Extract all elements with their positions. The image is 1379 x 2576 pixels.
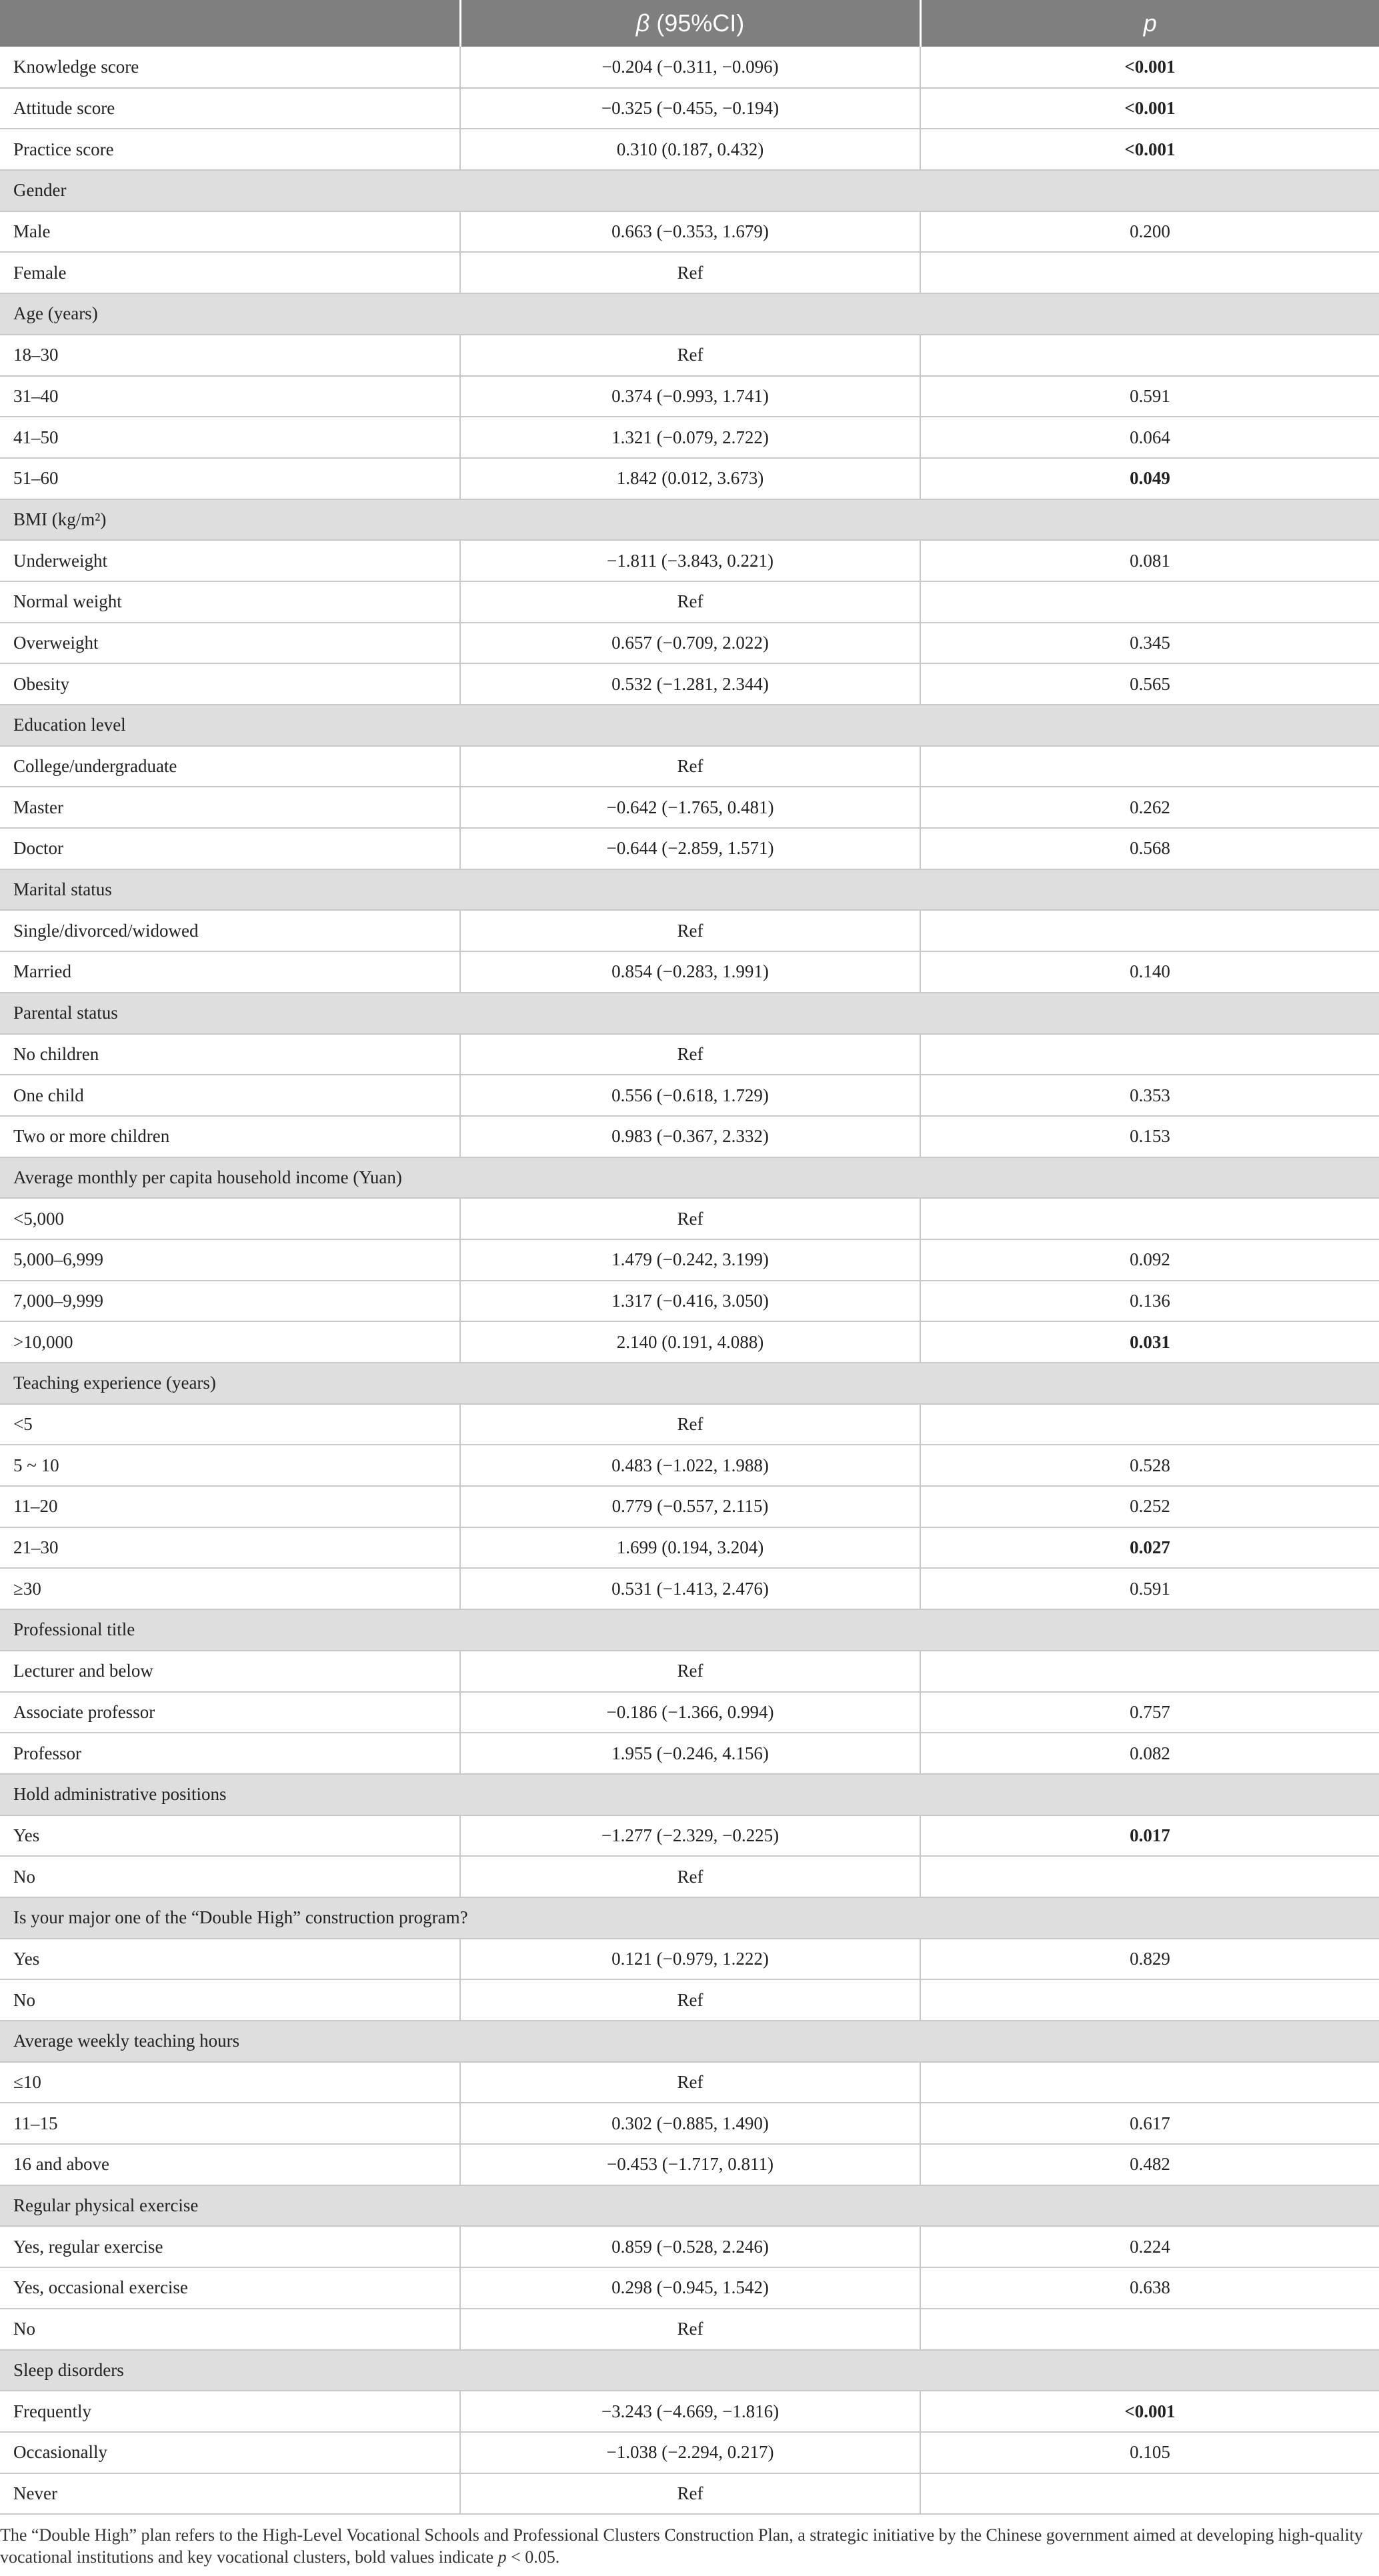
p-value: 0.082 bbox=[920, 1733, 1379, 1774]
variable-label: Never bbox=[0, 2473, 460, 2515]
group-header-row bbox=[0, 869, 1379, 911]
p-value bbox=[920, 1856, 1379, 1897]
p-value: 0.262 bbox=[920, 787, 1379, 828]
p-value: 0.757 bbox=[920, 1692, 1379, 1733]
beta-ci-value: 0.310 (0.187, 0.432) bbox=[460, 129, 920, 170]
footnote-threshold: < 0.05. bbox=[506, 2547, 560, 2567]
table-row bbox=[0, 2062, 1379, 2103]
variable-label: 11–15 bbox=[0, 2103, 460, 2144]
p-value bbox=[920, 335, 1379, 376]
group-header-row bbox=[0, 993, 1379, 1034]
beta-ci-value: Ref bbox=[460, 1651, 920, 1692]
variable-label: Single/divorced/widowed bbox=[0, 910, 460, 951]
beta-ci-value: 0.556 (−0.618, 1.729) bbox=[460, 1075, 920, 1116]
p-value: 0.829 bbox=[920, 1939, 1379, 1980]
variable-label: Underweight bbox=[0, 540, 460, 581]
variable-label: Lecturer and below bbox=[0, 1651, 460, 1692]
variable-label: 21–30 bbox=[0, 1527, 460, 1569]
variable-label: Yes, occasional exercise bbox=[0, 2267, 460, 2309]
variable-label: Attitude score bbox=[0, 88, 460, 129]
table-row bbox=[0, 1733, 1379, 1774]
table-row bbox=[0, 1281, 1379, 1322]
p-value: <0.001 bbox=[920, 2391, 1379, 2432]
group-header-row bbox=[0, 170, 1379, 211]
beta-ci-value: Ref bbox=[460, 335, 920, 376]
beta-ci-value: Ref bbox=[460, 1198, 920, 1239]
group-label: Education level bbox=[0, 705, 1379, 746]
variable-label: Married bbox=[0, 951, 460, 993]
p-value bbox=[920, 1034, 1379, 1075]
group-label: Age (years) bbox=[0, 293, 1379, 335]
group-header-row bbox=[0, 1774, 1379, 1815]
beta-ci-value: −1.038 (−2.294, 0.217) bbox=[460, 2432, 920, 2473]
beta-ci-value: Ref bbox=[460, 581, 920, 623]
beta-ci-value: 0.983 (−0.367, 2.332) bbox=[460, 1116, 920, 1157]
beta-ci-value: 0.532 (−1.281, 2.344) bbox=[460, 663, 920, 705]
variable-label: Frequently bbox=[0, 2391, 460, 2432]
variable-label: 11–20 bbox=[0, 1486, 460, 1527]
group-label: Regular physical exercise bbox=[0, 2185, 1379, 2227]
beta-ci-value: −1.811 (−3.843, 0.221) bbox=[460, 540, 920, 581]
table-row bbox=[0, 2391, 1379, 2432]
variable-label: No bbox=[0, 2309, 460, 2350]
group-header-row bbox=[0, 499, 1379, 541]
group-header-row bbox=[0, 2021, 1379, 2062]
header-variable bbox=[0, 0, 460, 47]
group-label: Sleep disorders bbox=[0, 2350, 1379, 2391]
beta-ci-value: 0.531 (−1.413, 2.476) bbox=[460, 1568, 920, 1609]
p-value: 0.528 bbox=[920, 1445, 1379, 1486]
p-value bbox=[920, 746, 1379, 787]
group-label: Average weekly teaching hours bbox=[0, 2021, 1379, 2062]
table-row bbox=[0, 211, 1379, 253]
table-row bbox=[0, 2432, 1379, 2473]
p-value: 0.136 bbox=[920, 1281, 1379, 1322]
group-header-row bbox=[0, 1897, 1379, 1939]
p-value bbox=[920, 2062, 1379, 2103]
table-row bbox=[0, 458, 1379, 499]
beta-ci-value: 0.121 (−0.979, 1.222) bbox=[460, 1939, 920, 1980]
beta-ci-value: −0.644 (−2.859, 1.571) bbox=[460, 828, 920, 869]
group-label: BMI (kg/m²) bbox=[0, 499, 1379, 541]
beta-ci-value: Ref bbox=[460, 2309, 920, 2350]
p-value bbox=[920, 910, 1379, 951]
beta-ci-value: Ref bbox=[460, 2062, 920, 2103]
variable-label: Yes bbox=[0, 1939, 460, 1980]
variable-label: ≤10 bbox=[0, 2062, 460, 2103]
p-value: <0.001 bbox=[920, 47, 1379, 88]
beta-ci-value: 1.955 (−0.246, 4.156) bbox=[460, 1733, 920, 1774]
p-value bbox=[920, 1198, 1379, 1239]
beta-ci-value: −1.277 (−2.329, −0.225) bbox=[460, 1815, 920, 1857]
variable-label: ≥30 bbox=[0, 1568, 460, 1609]
table-row bbox=[0, 1486, 1379, 1527]
group-label: Gender bbox=[0, 170, 1379, 211]
beta-ci-value: −0.325 (−0.455, −0.194) bbox=[460, 88, 920, 129]
beta-ci-value: Ref bbox=[460, 1856, 920, 1897]
table-row bbox=[0, 663, 1379, 705]
variable-label: 5,000–6,999 bbox=[0, 1239, 460, 1281]
p-value: 0.345 bbox=[920, 623, 1379, 664]
beta-ci-value: 1.317 (−0.416, 3.050) bbox=[460, 1281, 920, 1322]
p-value: 0.617 bbox=[920, 2103, 1379, 2144]
footnote-text: The “Double High” plan refers to the High-Level Vocational Schools and Professional Clusters Construction Plan, a strategic initiative by the Chinese government aimed at developing high-quality vocational institutions and key vocational clusters, bold values indicate bbox=[0, 2525, 1363, 2567]
table-row bbox=[0, 1445, 1379, 1486]
group-label: Professional title bbox=[0, 1609, 1379, 1651]
table-row bbox=[0, 47, 1379, 88]
table-row bbox=[0, 2103, 1379, 2144]
p-value bbox=[920, 1404, 1379, 1445]
variable-label: Obesity bbox=[0, 663, 460, 705]
variable-label: Doctor bbox=[0, 828, 460, 869]
beta-ci-value: 1.321 (−0.079, 2.722) bbox=[460, 417, 920, 458]
table-row bbox=[0, 623, 1379, 664]
table-row bbox=[0, 1856, 1379, 1897]
p-value: <0.001 bbox=[920, 88, 1379, 129]
p-value bbox=[920, 1979, 1379, 2021]
table-row bbox=[0, 1198, 1379, 1239]
table-row bbox=[0, 540, 1379, 581]
variable-label: No children bbox=[0, 1034, 460, 1075]
variable-label: Normal weight bbox=[0, 581, 460, 623]
beta-ci-value: 0.663 (−0.353, 1.679) bbox=[460, 211, 920, 253]
group-header-row bbox=[0, 1363, 1379, 1404]
beta-ci-value: Ref bbox=[460, 1404, 920, 1445]
p-value: 0.252 bbox=[920, 1486, 1379, 1527]
p-value: 0.224 bbox=[920, 2226, 1379, 2267]
variable-label: 41–50 bbox=[0, 417, 460, 458]
p-value bbox=[920, 581, 1379, 623]
header-p bbox=[920, 0, 1379, 47]
variable-label: 18–30 bbox=[0, 335, 460, 376]
beta-ci-value: Ref bbox=[460, 1034, 920, 1075]
table-row bbox=[0, 2267, 1379, 2309]
table-row bbox=[0, 1692, 1379, 1733]
p-value: 0.353 bbox=[920, 1075, 1379, 1116]
beta-ci-value: 0.298 (−0.945, 1.542) bbox=[460, 2267, 920, 2309]
beta-ci-value: 0.483 (−1.022, 1.988) bbox=[460, 1445, 920, 1486]
table-row bbox=[0, 376, 1379, 417]
variable-label: >10,000 bbox=[0, 1321, 460, 1363]
table-row bbox=[0, 581, 1379, 623]
group-header-row bbox=[0, 293, 1379, 335]
variable-label: 5 ~ 10 bbox=[0, 1445, 460, 1486]
p-value: 0.153 bbox=[920, 1116, 1379, 1157]
table-row bbox=[0, 828, 1379, 869]
p-value bbox=[920, 2309, 1379, 2350]
beta-ci-value: 1.479 (−0.242, 3.199) bbox=[460, 1239, 920, 1281]
p-value: 0.064 bbox=[920, 417, 1379, 458]
table-row bbox=[0, 1116, 1379, 1157]
p-value bbox=[920, 2473, 1379, 2515]
beta-ci-value: −0.642 (−1.765, 0.481) bbox=[460, 787, 920, 828]
table-row bbox=[0, 787, 1379, 828]
variable-label: Overweight bbox=[0, 623, 460, 664]
table-row bbox=[0, 252, 1379, 293]
table-row bbox=[0, 1568, 1379, 1609]
group-label: Hold administrative positions bbox=[0, 1774, 1379, 1815]
beta-ci-value: 0.374 (−0.993, 1.741) bbox=[460, 376, 920, 417]
group-label: Average monthly per capita household income (Yuan) bbox=[0, 1157, 1379, 1199]
variable-label: <5,000 bbox=[0, 1198, 460, 1239]
variable-label: No bbox=[0, 1979, 460, 2021]
table-row bbox=[0, 1404, 1379, 1445]
table-body bbox=[0, 47, 1379, 2514]
beta-ci-value: −0.204 (−0.311, −0.096) bbox=[460, 47, 920, 88]
header-beta-ci: (95%CI) bbox=[649, 9, 745, 37]
p-value bbox=[920, 252, 1379, 293]
group-label: Marital status bbox=[0, 869, 1379, 911]
p-value bbox=[920, 1651, 1379, 1692]
variable-label: Master bbox=[0, 787, 460, 828]
table-row bbox=[0, 88, 1379, 129]
p-value: 0.591 bbox=[920, 376, 1379, 417]
variable-label: Occasionally bbox=[0, 2432, 460, 2473]
table-row bbox=[0, 417, 1379, 458]
table-row bbox=[0, 1075, 1379, 1116]
p-value: 0.200 bbox=[920, 211, 1379, 253]
beta-ci-value: Ref bbox=[460, 252, 920, 293]
group-header-row bbox=[0, 1157, 1379, 1199]
p-value: 0.031 bbox=[920, 1321, 1379, 1363]
beta-ci-value: 0.779 (−0.557, 2.115) bbox=[460, 1486, 920, 1527]
p-value: 0.591 bbox=[920, 1568, 1379, 1609]
table-row bbox=[0, 746, 1379, 787]
header-p-symbol: p bbox=[1143, 9, 1157, 37]
variable-label: Male bbox=[0, 211, 460, 253]
variable-label: College/undergraduate bbox=[0, 746, 460, 787]
group-header-row bbox=[0, 1609, 1379, 1651]
group-header-row bbox=[0, 2185, 1379, 2227]
p-value: 0.565 bbox=[920, 663, 1379, 705]
beta-ci-value: 1.699 (0.194, 3.204) bbox=[460, 1527, 920, 1569]
beta-ci-value: Ref bbox=[460, 746, 920, 787]
p-value: 0.638 bbox=[920, 2267, 1379, 2309]
beta-ci-value: −0.186 (−1.366, 0.994) bbox=[460, 1692, 920, 1733]
table-row bbox=[0, 2144, 1379, 2185]
group-label: Teaching experience (years) bbox=[0, 1363, 1379, 1404]
p-value: 0.568 bbox=[920, 828, 1379, 869]
beta-ci-value: 0.854 (−0.283, 1.991) bbox=[460, 951, 920, 993]
variable-label: One child bbox=[0, 1075, 460, 1116]
group-label: Parental status bbox=[0, 993, 1379, 1034]
table-header bbox=[0, 0, 1379, 47]
variable-label: Female bbox=[0, 252, 460, 293]
header-row bbox=[0, 0, 1379, 47]
group-header-row bbox=[0, 705, 1379, 746]
beta-ci-value: −3.243 (−4.669, −1.816) bbox=[460, 2391, 920, 2432]
table-row bbox=[0, 1815, 1379, 1857]
group-label: Is your major one of the “Double High” construction program? bbox=[0, 1897, 1379, 1939]
table-row bbox=[0, 1979, 1379, 2021]
variable-label: <5 bbox=[0, 1404, 460, 1445]
beta-ci-value: Ref bbox=[460, 910, 920, 951]
p-value: <0.001 bbox=[920, 129, 1379, 170]
beta-ci-value: Ref bbox=[460, 1979, 920, 2021]
footnote-p-symbol: p bbox=[497, 2547, 507, 2567]
table-row bbox=[0, 910, 1379, 951]
table-row bbox=[0, 2309, 1379, 2350]
p-value: 0.140 bbox=[920, 951, 1379, 993]
beta-ci-value: 0.302 (−0.885, 1.490) bbox=[460, 2103, 920, 2144]
table-row bbox=[0, 1651, 1379, 1692]
variable-label: 31–40 bbox=[0, 376, 460, 417]
p-value: 0.092 bbox=[920, 1239, 1379, 1281]
beta-ci-value: 0.859 (−0.528, 2.246) bbox=[460, 2226, 920, 2267]
beta-ci-value: 2.140 (0.191, 4.088) bbox=[460, 1321, 920, 1363]
table-row bbox=[0, 1034, 1379, 1075]
table-row bbox=[0, 129, 1379, 170]
p-value: 0.049 bbox=[920, 458, 1379, 499]
variable-label: 16 and above bbox=[0, 2144, 460, 2185]
variable-label: 51–60 bbox=[0, 458, 460, 499]
beta-ci-value: Ref bbox=[460, 2473, 920, 2515]
group-header-row bbox=[0, 2350, 1379, 2391]
variable-label: 7,000–9,999 bbox=[0, 1281, 460, 1322]
header-beta bbox=[460, 0, 920, 47]
p-value: 0.017 bbox=[920, 1815, 1379, 1857]
variable-label: Yes bbox=[0, 1815, 460, 1857]
table-footnote bbox=[0, 2524, 1367, 2568]
variable-label: Associate professor bbox=[0, 1692, 460, 1733]
beta-ci-value: 1.842 (0.012, 3.673) bbox=[460, 458, 920, 499]
variable-label: Two or more children bbox=[0, 1116, 460, 1157]
table-row bbox=[0, 335, 1379, 376]
table-row bbox=[0, 1527, 1379, 1569]
variable-label: Yes, regular exercise bbox=[0, 2226, 460, 2267]
variable-label: Practice score bbox=[0, 129, 460, 170]
p-value: 0.105 bbox=[920, 2432, 1379, 2473]
variable-label: Professor bbox=[0, 1733, 460, 1774]
variable-label: Knowledge score bbox=[0, 47, 460, 88]
table-row bbox=[0, 1321, 1379, 1363]
beta-ci-value: 0.657 (−0.709, 2.022) bbox=[460, 623, 920, 664]
table-row bbox=[0, 951, 1379, 993]
beta-ci-value: −0.453 (−1.717, 0.811) bbox=[460, 2144, 920, 2185]
table-row bbox=[0, 2473, 1379, 2515]
p-value: 0.027 bbox=[920, 1527, 1379, 1569]
variable-label: No bbox=[0, 1856, 460, 1897]
table-row bbox=[0, 2226, 1379, 2267]
header-beta-symbol: β bbox=[635, 9, 650, 37]
p-value: 0.081 bbox=[920, 540, 1379, 581]
table-row bbox=[0, 1939, 1379, 1980]
p-value: 0.482 bbox=[920, 2144, 1379, 2185]
table-row bbox=[0, 1239, 1379, 1281]
